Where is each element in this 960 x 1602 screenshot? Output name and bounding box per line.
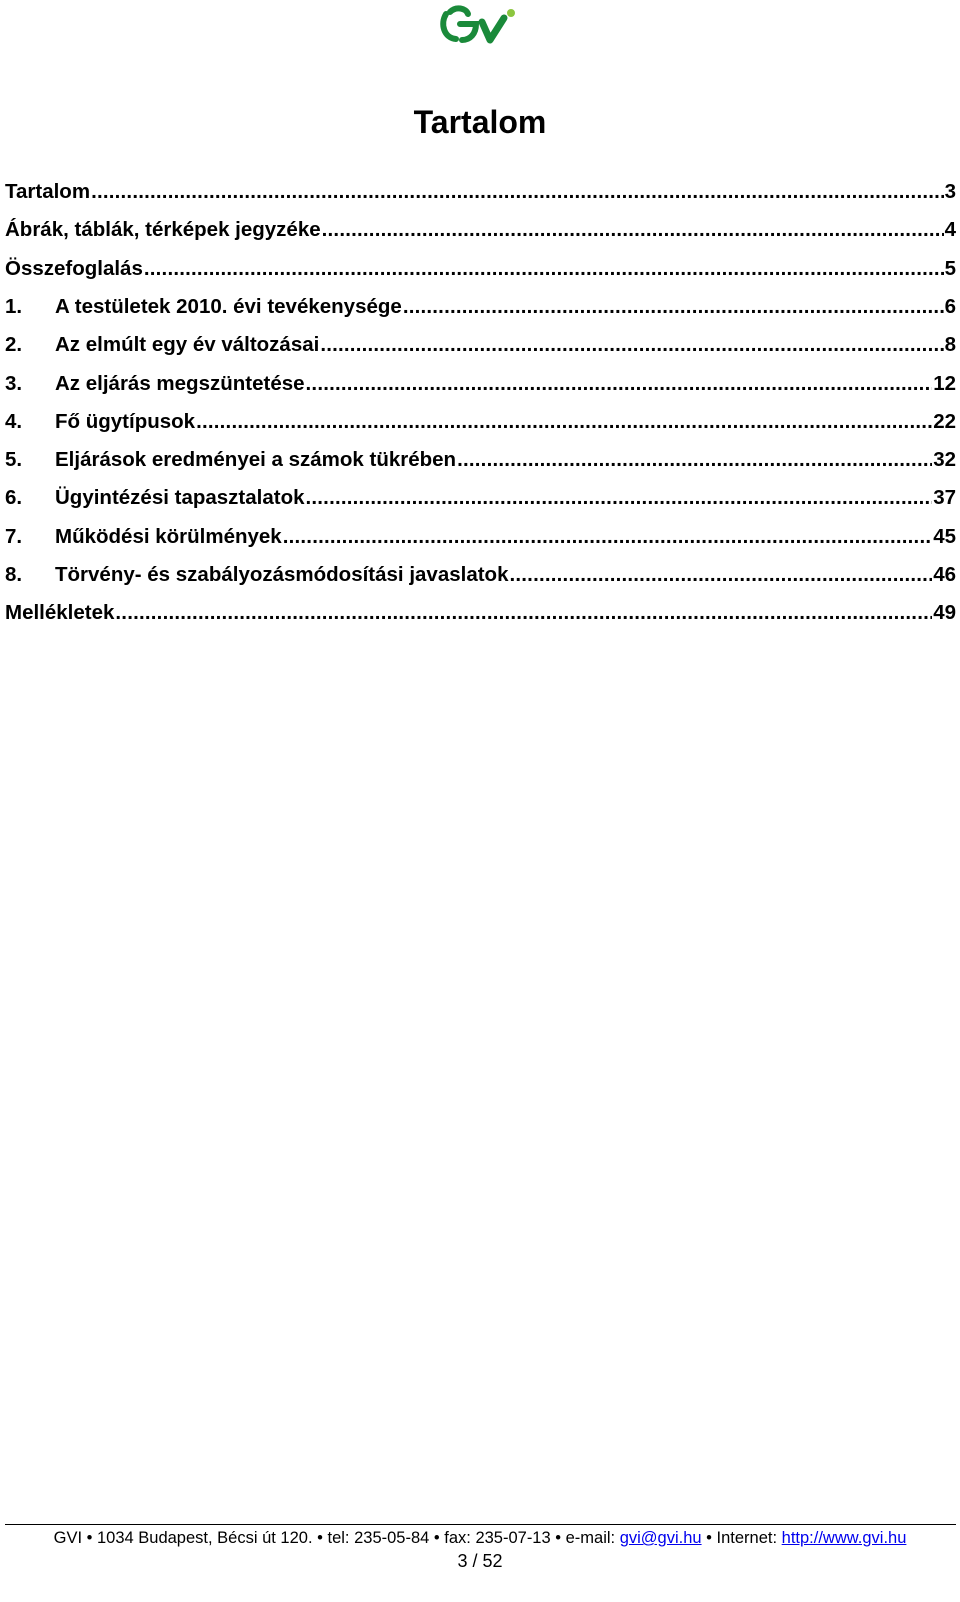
logo	[438, 2, 528, 48]
toc-entry-label: Az elmúlt egy év változásai	[55, 333, 320, 357]
toc-leader-dots	[403, 292, 944, 322]
toc-entry[interactable]	[5, 445, 956, 475]
toc-entry[interactable]	[5, 483, 956, 513]
toc-entry-page: 49	[933, 601, 956, 625]
toc-leader-dots	[306, 369, 933, 399]
toc-entry[interactable]	[5, 560, 956, 590]
gvi-logo-icon	[438, 2, 528, 48]
toc-leader-dots	[115, 598, 932, 628]
toc-entry-number: 7.	[5, 524, 23, 548]
toc-leader-dots	[196, 407, 932, 437]
toc-leader-dots	[91, 177, 944, 207]
toc-entry-label: Törvény- és szabályozásmódosítási javaslatok	[55, 563, 509, 586]
toc-leader-dots	[283, 522, 932, 552]
toc-entry[interactable]	[5, 292, 956, 322]
page-number: 3 / 52	[457, 1551, 503, 1571]
toc-entry-number: 6.	[5, 486, 23, 510]
toc-entry[interactable]	[5, 369, 956, 399]
toc-entry[interactable]	[5, 522, 956, 552]
footer-website-link[interactable]: http://www.gvi.hu	[781, 1529, 907, 1547]
toc-entry-label: Összefoglalás	[5, 256, 143, 280]
toc-entry[interactable]	[5, 177, 956, 207]
toc-entry-number: 8.	[5, 563, 23, 586]
toc-entry-page: 12	[933, 371, 956, 395]
toc-entry-page: 37	[933, 486, 956, 510]
toc-entry-number: 2.	[5, 333, 23, 357]
footer-internet-label: • Internet:	[701, 1529, 782, 1547]
toc-entry-label: Ügyintézési tapasztalatok	[55, 486, 305, 510]
toc-entry-page: 4	[944, 218, 956, 242]
toc-entry-label: Működési körülmények	[55, 524, 282, 548]
footer-contact	[0, 1527, 960, 1549]
toc-entry-number: 1.	[5, 294, 23, 318]
toc-entry-page: 8	[944, 333, 956, 357]
toc-entry-page: 5	[944, 256, 956, 280]
toc-entry-page: 46	[933, 563, 956, 586]
toc-entry[interactable]	[5, 598, 956, 628]
toc-entry-label: Tartalom	[5, 180, 91, 203]
toc-leader-dots	[306, 483, 933, 513]
toc-entry-label: A testületek 2010. évi tevékenysége	[55, 294, 402, 318]
toc-entry-label: Fő ügytípusok	[55, 409, 196, 433]
toc-entry[interactable]	[5, 407, 956, 437]
toc-entry-label: Eljárások eredményei a számok tükrében	[55, 448, 457, 472]
toc-entry-number: 4.	[5, 409, 23, 433]
toc-entry-label: Ábrák, táblák, térképek jegyzéke	[5, 218, 321, 242]
toc-entry[interactable]	[5, 330, 956, 360]
toc-entry-label: Mellékletek	[5, 601, 115, 625]
toc-entry-number: 3.	[5, 371, 23, 395]
toc-leader-dots	[144, 254, 944, 284]
toc-leader-dots	[457, 445, 932, 475]
toc-leader-dots	[509, 560, 932, 590]
page-title: Tartalom	[413, 104, 547, 140]
toc-entry[interactable]	[5, 254, 956, 284]
footer-divider	[5, 1524, 956, 1525]
toc-entry-page: 6	[944, 294, 956, 318]
toc-entry-page: 3	[944, 180, 956, 203]
toc-entry[interactable]	[5, 215, 956, 245]
toc-entry-page: 45	[933, 524, 956, 548]
toc-entry-label: Az eljárás megszüntetése	[55, 371, 305, 395]
footer-address: GVI • 1034 Budapest, Bécsi út 120. • tel: 235-05-84 • fax: 235-07-13 • e-mail:	[53, 1529, 620, 1547]
toc-leader-dots	[322, 215, 944, 245]
toc-entry-number: 5.	[5, 448, 23, 472]
toc-entry-page: 32	[933, 448, 956, 472]
toc-entry-page: 22	[933, 409, 956, 433]
toc-leader-dots	[320, 330, 943, 360]
footer-email-link[interactable]: gvi@gvi.hu	[619, 1529, 702, 1547]
